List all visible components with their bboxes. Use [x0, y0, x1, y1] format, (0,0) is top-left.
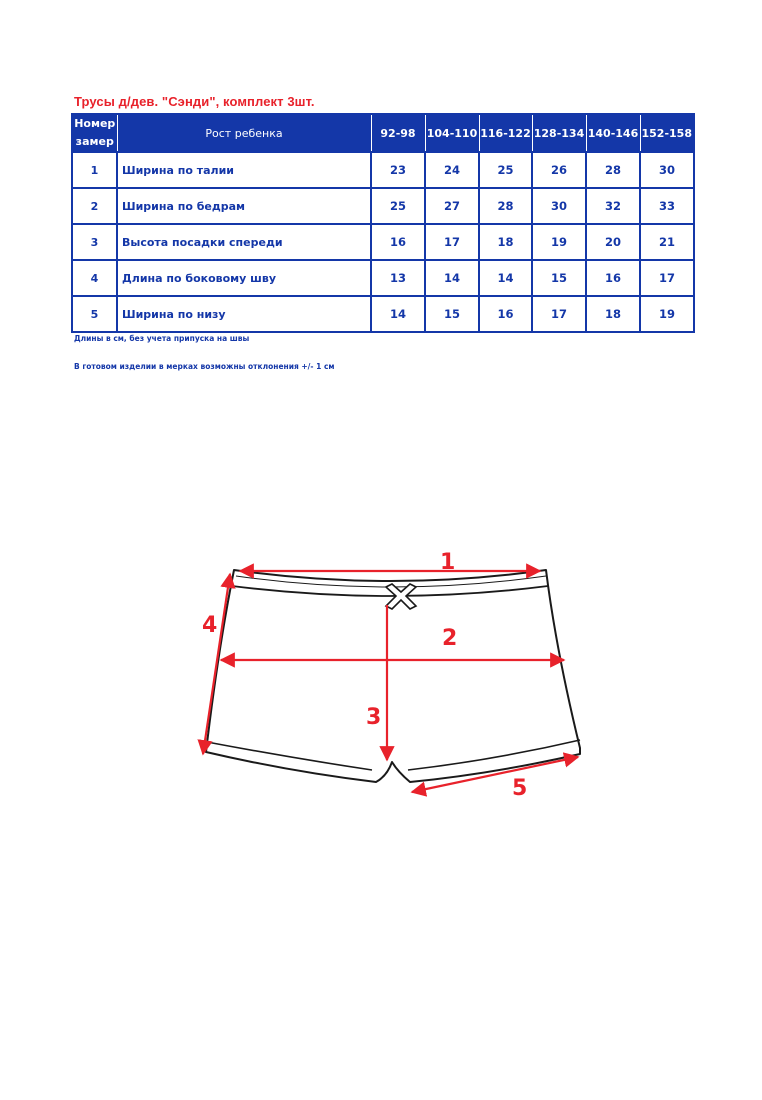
row-number: 2: [72, 188, 117, 224]
row-measure-name: Длина по боковому шву: [117, 260, 371, 296]
header-size: 104-110: [425, 114, 479, 152]
row-value: 25: [371, 188, 425, 224]
header-number-line2: замер: [75, 135, 114, 148]
row-value: 18: [586, 296, 640, 332]
row-value: 25: [479, 152, 532, 188]
header-number-line1: Номер: [74, 117, 116, 130]
row-value: 19: [532, 224, 586, 260]
row-value: 14: [371, 296, 425, 332]
row-value: 14: [425, 260, 479, 296]
row-value: 13: [371, 260, 425, 296]
header-size: 92-98: [371, 114, 425, 152]
row-value: 20: [586, 224, 640, 260]
row-measure-name: Высота посадки спереди: [117, 224, 371, 260]
row-value: 33: [640, 188, 694, 224]
measure-label-2: 2: [442, 626, 458, 651]
row-measure-name: Ширина по низу: [117, 296, 371, 332]
row-value: 28: [586, 152, 640, 188]
row-value: 30: [640, 152, 694, 188]
header-size: 128-134: [532, 114, 586, 152]
measure-label-3: 3: [366, 705, 382, 730]
row-value: 14: [479, 260, 532, 296]
header-size: 116-122: [479, 114, 532, 152]
row-number: 5: [72, 296, 117, 332]
row-number: 1: [72, 152, 117, 188]
row-value: 32: [586, 188, 640, 224]
row-value: 17: [425, 224, 479, 260]
row-value: 16: [479, 296, 532, 332]
note-units: Длины в см, без учета припуска на швы: [74, 334, 250, 343]
row-value: 28: [479, 188, 532, 224]
header-size: 152-158: [640, 114, 694, 152]
row-value: 26: [532, 152, 586, 188]
row-value: 15: [532, 260, 586, 296]
row-value: 24: [425, 152, 479, 188]
measure-label-1: 1: [440, 550, 456, 575]
row-value: 16: [586, 260, 640, 296]
measure-label-4: 4: [202, 613, 218, 638]
row-value: 17: [532, 296, 586, 332]
product-title: Трусы д/дев. "Сэнди", комплект 3шт.: [74, 94, 315, 109]
measure-label-5: 5: [512, 776, 528, 801]
row-number: 4: [72, 260, 117, 296]
row-value: 17: [640, 260, 694, 296]
row-value: 19: [640, 296, 694, 332]
row-value: 15: [425, 296, 479, 332]
row-value: 27: [425, 188, 479, 224]
row-value: 23: [371, 152, 425, 188]
row-value: 30: [532, 188, 586, 224]
row-value: 18: [479, 224, 532, 260]
row-measure-name: Ширина по бедрам: [117, 188, 371, 224]
row-value: 21: [640, 224, 694, 260]
note-tolerance: В готовом изделии в мерках возможны отклонения +/- 1 см: [74, 362, 335, 371]
row-number: 3: [72, 224, 117, 260]
header-size: 140-146: [586, 114, 640, 152]
header-height: Рост ребенка: [117, 114, 371, 152]
row-value: 16: [371, 224, 425, 260]
row-measure-name: Ширина по талии: [117, 152, 371, 188]
